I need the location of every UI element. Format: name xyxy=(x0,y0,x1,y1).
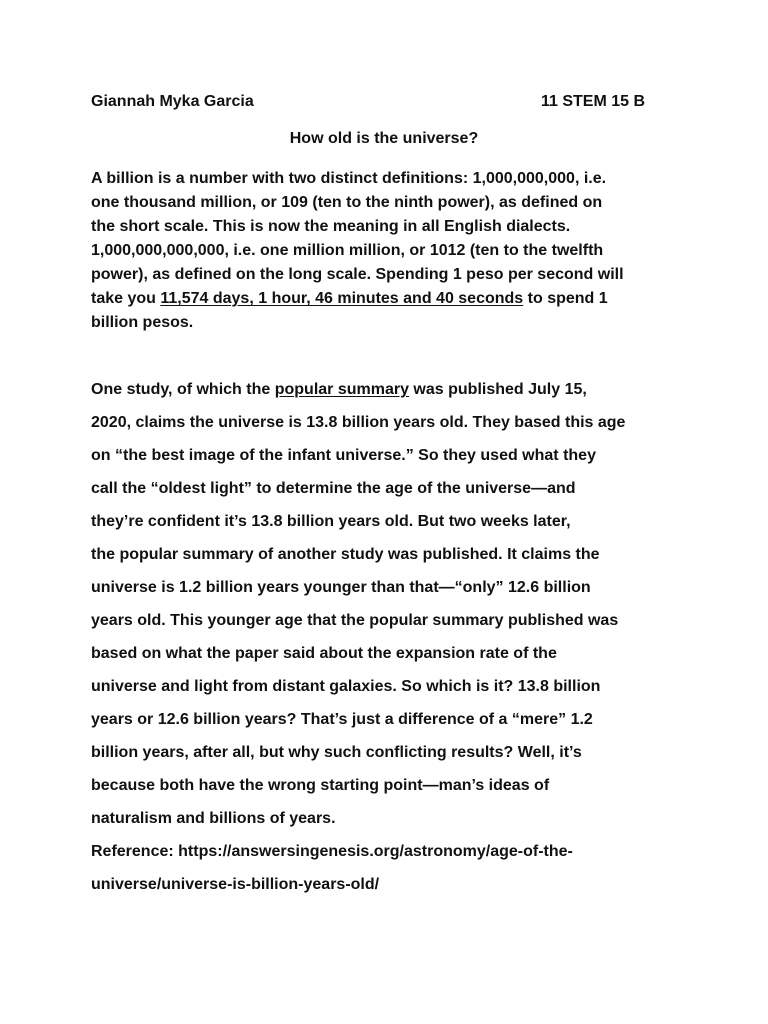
text-span: was published July 15, xyxy=(408,381,587,398)
text-line: years old. This younger age that the popular summary published was xyxy=(91,612,619,629)
popular-summary-link[interactable]: popular summary xyxy=(274,381,409,398)
text-line: naturalism and billions of years. xyxy=(91,810,336,827)
text-line: billion years, after all, but why such conflicting results? Well, it’s xyxy=(91,744,582,761)
student-name: Giannah Myka Garcia xyxy=(91,93,254,110)
text-line: billion pesos. xyxy=(91,314,194,331)
text-span: to spend 1 xyxy=(523,290,608,307)
text-line: 2020, claims the universe is 13.8 billion years old. They based this age xyxy=(91,414,626,431)
text-line: because both have the wrong starting point—man’s ideas of xyxy=(91,777,550,794)
text-line: universe is 1.2 billion years younger than that—“only” 12.6 billion xyxy=(91,579,591,596)
text-line: one thousand million, or 109 (ten to the ninth power), as defined on xyxy=(91,194,603,211)
document-title: How old is the universe? xyxy=(289,130,479,147)
text-line: 1,000,000,000,000, i.e. one million million, or 1012 (ten to the twelfth xyxy=(91,242,604,259)
text-line: the popular summary of another study was published. It claims the xyxy=(91,546,600,563)
text-span: One study, of which the xyxy=(91,381,275,398)
text-line xyxy=(91,378,691,411)
text-line: A billion is a number with two distinct definitions: 1,000,000,000, i.e. xyxy=(91,170,607,187)
text-line xyxy=(91,287,691,311)
paragraph-billion-definition xyxy=(91,167,691,335)
text-line: universe and light from distant galaxies. So which is it? 13.8 billion xyxy=(91,678,601,695)
text-line: based on what the paper said about the expansion rate of the xyxy=(91,645,557,662)
class-section: 11 STEM 15 B xyxy=(541,93,646,110)
text-line: on “the best image of the infant universe.” So they used what they xyxy=(91,447,596,464)
text-line: the short scale. This is now the meaning in all English dialects. xyxy=(91,218,571,235)
reference-line: universe/universe-is-billion-years-old/ xyxy=(91,876,380,893)
text-line: power), as defined on the long scale. Spending 1 peso per second will xyxy=(91,266,624,283)
text-span: take you xyxy=(91,290,161,307)
reference-line: Reference: https://answersingenesis.org/astronomy/age-of-the- xyxy=(91,843,573,860)
text-line: call the “oldest light” to determine the age of the universe—and xyxy=(91,480,576,497)
underlined-duration-link[interactable]: 11,574 days, 1 hour, 46 minutes and 40 seconds xyxy=(160,290,524,307)
text-line: they’re confident it’s 13.8 billion years old. But two weeks later, xyxy=(91,513,571,530)
text-line: years or 12.6 billion years? That’s just a difference of a “mere” 1.2 xyxy=(91,711,593,728)
document-header xyxy=(91,93,667,115)
paragraph-universe-age-study xyxy=(91,378,691,906)
